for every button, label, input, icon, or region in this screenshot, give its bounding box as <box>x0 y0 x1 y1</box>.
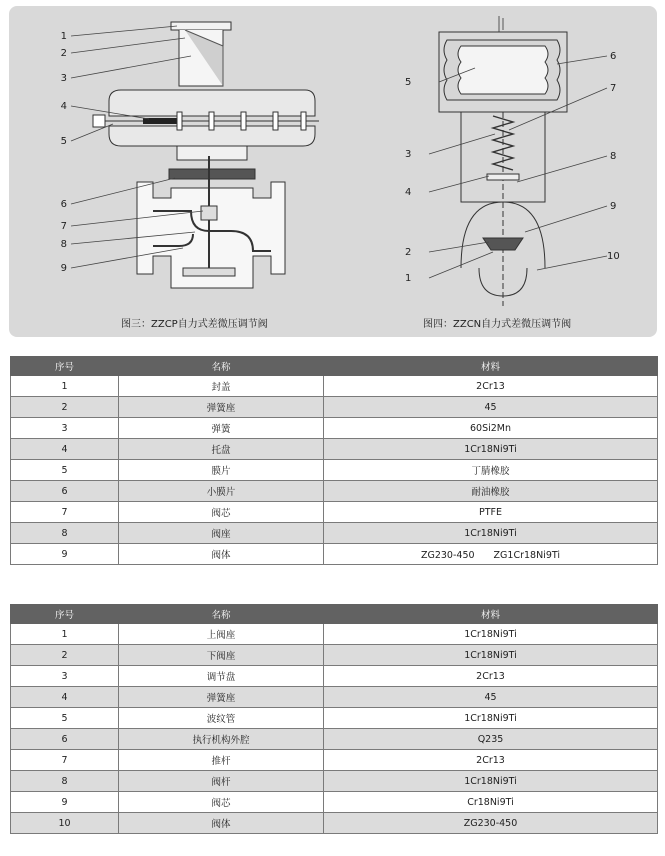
table-row <box>11 502 658 523</box>
callout-5: 5 <box>405 77 412 88</box>
cell-name: 阀体 <box>119 544 324 565</box>
cell-index: 2 <box>11 645 119 666</box>
cell-material: 1Cr18Ni9Ti <box>324 439 658 460</box>
cell-index: 3 <box>11 418 119 439</box>
table-row <box>11 624 658 645</box>
cell-name: 弹簧 <box>119 418 324 439</box>
figure-3-caption: 图三：ZZCP自力式差微压调节阀 <box>121 319 268 330</box>
cell-index: 1 <box>11 624 119 645</box>
cell-index: 5 <box>11 708 119 729</box>
cell-name: 推杆 <box>119 750 324 771</box>
table-row <box>11 376 658 397</box>
header-name: 名称 <box>119 357 324 376</box>
cell-index: 5 <box>11 460 119 481</box>
cell-material: PTFE <box>324 502 658 523</box>
cell-name: 下阀座 <box>119 645 324 666</box>
figure-4-caption: 图四：ZZCN自力式差微压调节阀 <box>423 319 572 330</box>
callout-10: 10 <box>607 251 620 262</box>
parts-table-zzcn <box>10 604 658 834</box>
cell-material: 耐油橡胶 <box>324 481 658 502</box>
cell-name: 托盘 <box>119 439 324 460</box>
cell-index: 2 <box>11 397 119 418</box>
header-material: 材料 <box>324 605 658 624</box>
callout-4: 4 <box>60 101 67 112</box>
cell-name: 小膜片 <box>119 481 324 502</box>
callout-9: 9 <box>60 263 67 274</box>
cell-name: 阀座 <box>119 523 324 544</box>
cell-name: 执行机构外腔 <box>119 729 324 750</box>
cell-index: 8 <box>11 771 119 792</box>
table-row <box>11 397 658 418</box>
cell-material: 1Cr18Ni9Ti <box>324 708 658 729</box>
callout-9: 9 <box>610 201 617 212</box>
cell-material: 45 <box>324 687 658 708</box>
cell-material: 1Cr18Ni9Ti <box>324 645 658 666</box>
cell-name: 上阀座 <box>119 624 324 645</box>
callout-8: 8 <box>610 151 617 162</box>
table-row <box>11 544 658 565</box>
cell-index: 7 <box>11 502 119 523</box>
cell-name: 阀芯 <box>119 502 324 523</box>
table-header-row <box>11 357 658 376</box>
table-row <box>11 460 658 481</box>
table-row <box>11 750 658 771</box>
callout-7: 7 <box>60 221 67 232</box>
cell-material: 45 <box>324 397 658 418</box>
cell-material: 1Cr18Ni9Ti <box>324 771 658 792</box>
table-row <box>11 813 658 834</box>
cell-material: Q235 <box>324 729 658 750</box>
table-row <box>11 439 658 460</box>
cell-name: 波纹管 <box>119 708 324 729</box>
cell-index: 9 <box>11 544 119 565</box>
cell-name: 弹簧座 <box>119 397 324 418</box>
header-name: 名称 <box>119 605 324 624</box>
callout-1: 1 <box>405 273 412 284</box>
cell-name: 阀芯 <box>119 792 324 813</box>
cell-index: 6 <box>11 729 119 750</box>
header-material: 材料 <box>324 357 658 376</box>
callout-8: 8 <box>60 239 67 250</box>
cell-material: 1Cr18Ni9Ti <box>324 523 658 544</box>
table-row <box>11 523 658 544</box>
parts-table-zzcp <box>10 356 658 565</box>
callout-7: 7 <box>610 83 617 94</box>
cell-index: 9 <box>11 792 119 813</box>
table-header-row <box>11 605 658 624</box>
cell-index: 4 <box>11 439 119 460</box>
callout-5: 5 <box>60 136 67 147</box>
cell-material: 丁腈橡胶 <box>324 460 658 481</box>
table-row <box>11 792 658 813</box>
cell-name: 封盖 <box>119 376 324 397</box>
callout-6: 6 <box>610 51 617 62</box>
cell-material: 60Si2Mn <box>324 418 658 439</box>
callout-4: 4 <box>405 187 412 198</box>
table-row <box>11 418 658 439</box>
callout-3: 3 <box>60 73 67 84</box>
cell-name: 调节盘 <box>119 666 324 687</box>
cell-index: 6 <box>11 481 119 502</box>
table-row <box>11 708 658 729</box>
cell-material: 1Cr18Ni9Ti <box>324 624 658 645</box>
cell-name: 阀体 <box>119 813 324 834</box>
cell-material: 2Cr13 <box>324 750 658 771</box>
table-row <box>11 687 658 708</box>
cell-index: 7 <box>11 750 119 771</box>
cell-material: 2Cr13 <box>324 666 658 687</box>
figure-panel <box>9 6 657 337</box>
cell-name: 阀杆 <box>119 771 324 792</box>
cell-material: ZG230-450 ZG1Cr18Ni9Ti <box>324 544 658 565</box>
table-row <box>11 666 658 687</box>
callout-2: 2 <box>60 48 67 59</box>
zzcp-valve-drawing <box>61 22 319 288</box>
cell-index: 3 <box>11 666 119 687</box>
cell-material: Cr18Ni9Ti <box>324 792 658 813</box>
zzcn-valve-drawing <box>405 16 620 306</box>
callout-3: 3 <box>405 149 412 160</box>
cell-index: 10 <box>11 813 119 834</box>
table-row <box>11 729 658 750</box>
valve-drawings <box>9 6 657 337</box>
header-index: 序号 <box>11 357 119 376</box>
cell-material: 2Cr13 <box>324 376 658 397</box>
table-row <box>11 645 658 666</box>
cell-name: 弹簧座 <box>119 687 324 708</box>
header-index: 序号 <box>11 605 119 624</box>
table-row <box>11 481 658 502</box>
cell-name: 膜片 <box>119 460 324 481</box>
callout-1: 1 <box>60 31 67 42</box>
cell-index: 8 <box>11 523 119 544</box>
callout-6: 6 <box>60 199 67 210</box>
cell-material: ZG230-450 <box>324 813 658 834</box>
cell-index: 4 <box>11 687 119 708</box>
callout-2: 2 <box>405 247 412 258</box>
table-row <box>11 771 658 792</box>
cell-index: 1 <box>11 376 119 397</box>
